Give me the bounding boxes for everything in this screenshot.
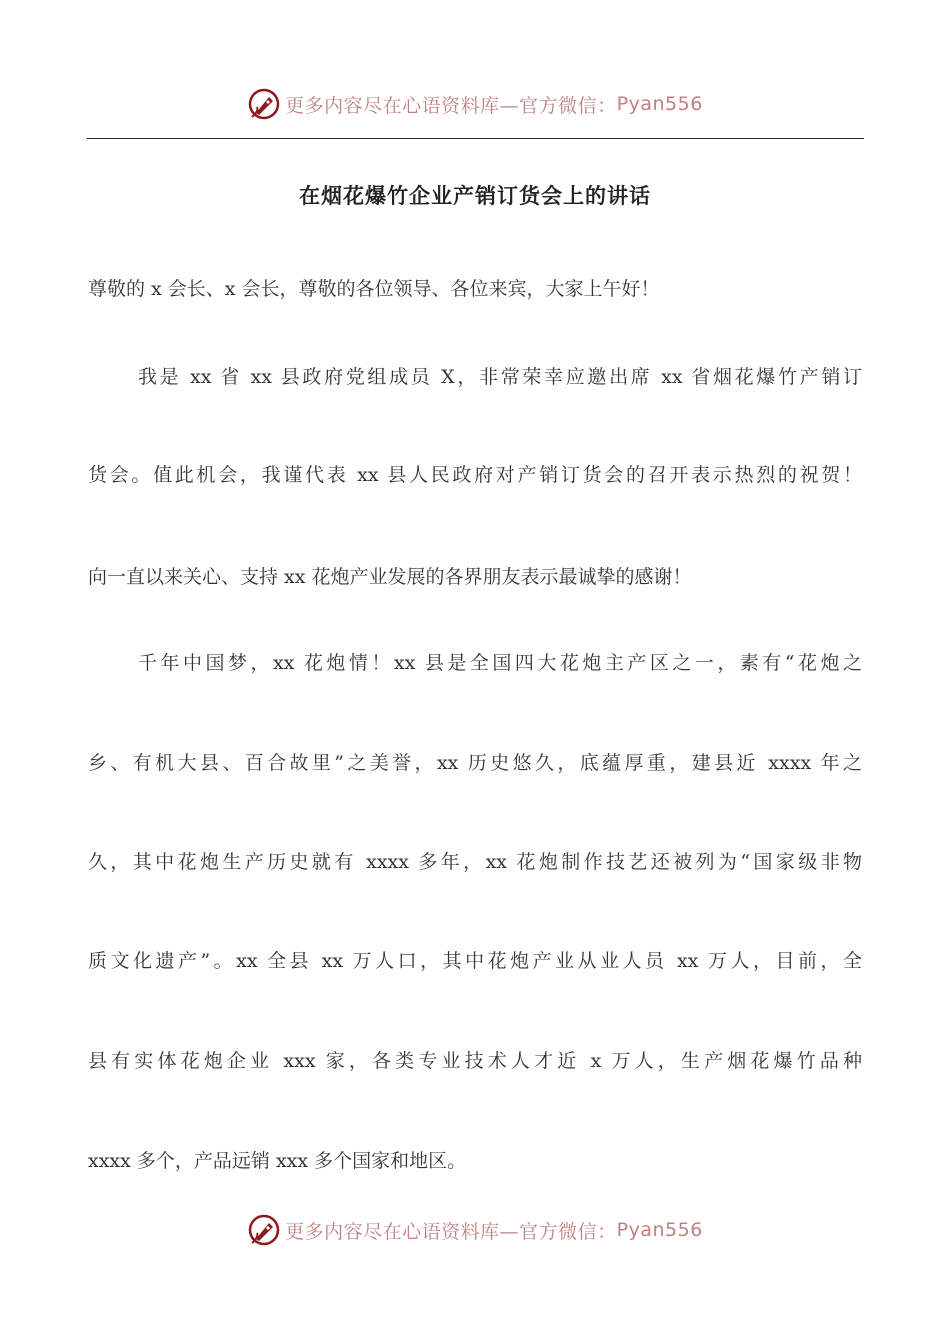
document-title: 在烟花爆竹企业产销订货会上的讲话: [299, 183, 651, 208]
pen-nib-logo-icon: [247, 87, 281, 121]
footer-banner: [0, 1210, 950, 1250]
text-line: 尊敬的 x 会长、x 会长，尊敬的各位领导、各位来宾，大家上午好！: [88, 278, 660, 300]
header-divider: [87, 138, 864, 139]
header-banner: [0, 84, 950, 124]
text-line: 久，其中花炮生产历史就有 xxxx 多年，xx 花炮制作技艺还被列为“国家级非物: [88, 851, 862, 873]
banner-wechat-id: Pyan556: [616, 93, 703, 115]
text-line: 县有实体花炮企业 xxx 家，各类专业技术人才近 x 万人，生产烟花爆竹品种: [88, 1050, 862, 1072]
text-line: 乡、有机大县、百合故里”之美誉，xx 历史悠久，底蕴厚重，建县近 xxxx 年之: [88, 752, 862, 774]
banner-text: 更多内容尽在心语资料库—官方微信：: [285, 1220, 617, 1243]
text-line: 我是 xx 省 xx 县政府党组成员 X，非常荣幸应邀出席 xx 省烟花爆竹产销订: [138, 366, 862, 388]
text-line: 货会。值此机会，我谨代表 xx 县人民政府对产销订货会的召开表示热烈的祝贺！: [88, 464, 862, 486]
banner-wechat-id: Pyan556: [616, 1219, 703, 1241]
text-line: xxxx 多个，产品远销 xxx 多个国家和地区。: [88, 1150, 467, 1172]
text-line: 千年中国梦，xx 花炮情！xx 县是全国四大花炮主产区之一，素有“花炮之: [138, 652, 862, 674]
text-line: 质文化遗产”。xx 全县 xx 万人口，其中花炮产业从业人员 xx 万人，目前，全: [88, 950, 862, 972]
text-line: 向一直以来关心、支持 xx 花炮产业发展的各界朋友表示最诚挚的感谢！: [88, 566, 692, 588]
pen-nib-logo-icon: [247, 1213, 281, 1247]
banner-text: 更多内容尽在心语资料库—官方微信：: [285, 94, 617, 117]
